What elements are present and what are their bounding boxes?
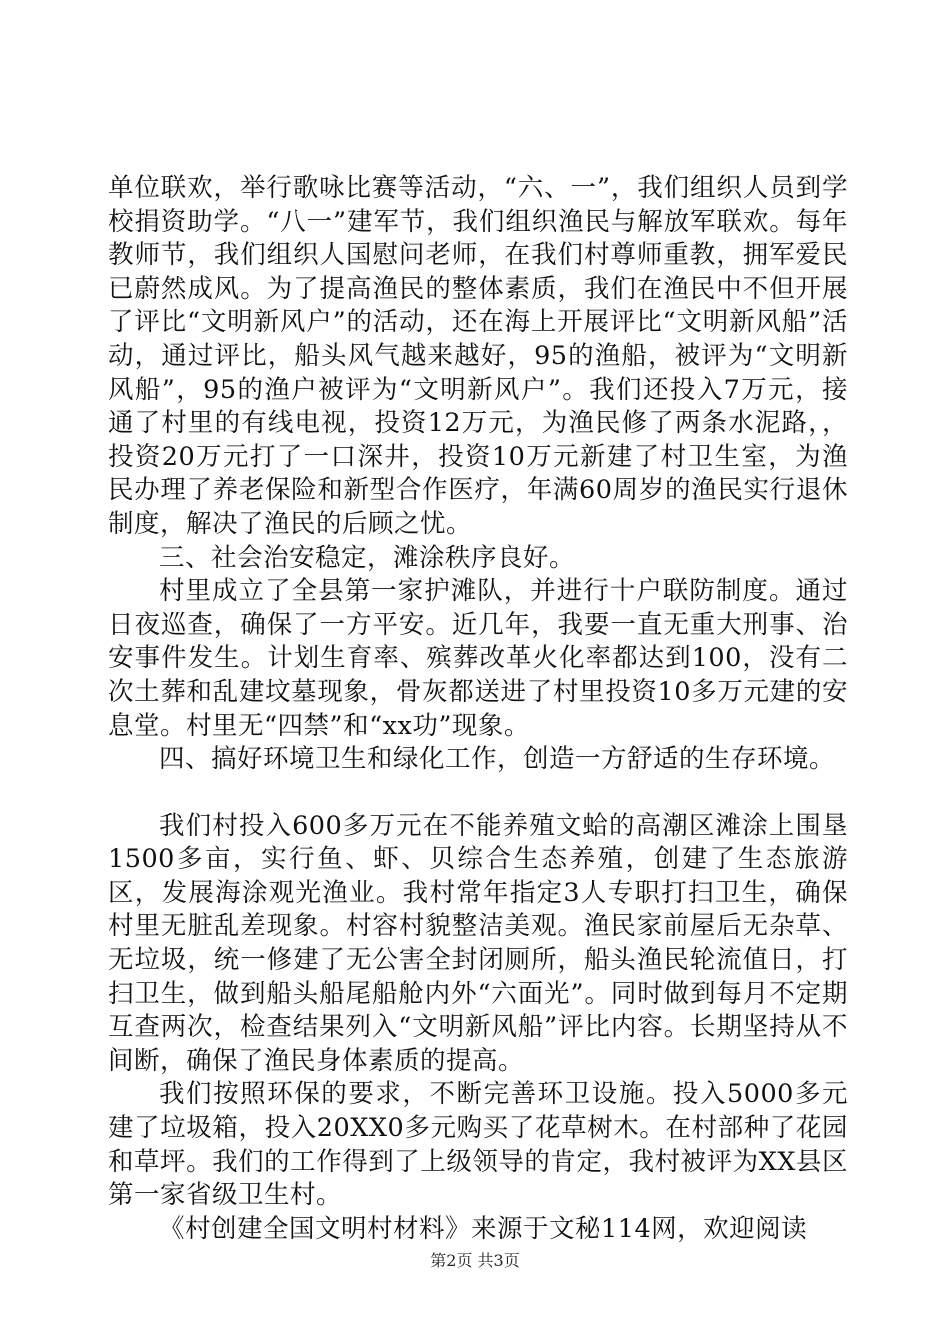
paragraph-source-note: 《村创建全国文明村材料》来源于文秘114网，欢迎阅读 xyxy=(159,1213,808,1244)
heading-environment: 四、搞好环境卫生和绿化工作，创造一方舒适的生存环境。 xyxy=(159,744,836,775)
paragraph-activities: 单位联欢，举行歌咏比赛等活动，“六、一”，我们组织人员到学校捐资助学。“八一”建军节，我们组织渔民与解放军联欢。每年教师节，我们组织人国慰问老师，在我们村尊师重教，拥军爱民已蔚然成风。为了提高渔民的整体素质，我们在渔民中不但开展了评比“文明新风户”的活动，还在海上开展评比“文明新风船”活动，通过评比，船头风气越来越好，95的渔船，被评为“文明新风船”，95的渔户被评为“文明新风户”。我们还投入7万元，接通了村里的有线电视，投资12万元，为渔民修了两条水泥路，，投资20万元打了一口深井，投资10万元新建了村卫生室，为渔民办理了养老保险和新型合作医疗，年满60周岁的渔民实行退休制度，解决了渔民的后顾之忧。 xyxy=(108,173,848,539)
paragraph-spacer xyxy=(108,777,848,810)
paragraph-sanitation: 我们按照环保的要求，不断完善环卫设施。投入5000多元建了垃圾箱，投入20XX0多元购买了花草树木。在村部种了花园和草坪。我们的工作得到了上级领导的肯定，我村被评为XX县区第一家省级卫生村。 xyxy=(108,1079,848,1211)
document-body xyxy=(108,172,848,1246)
paragraph-environment: 我们村投入600多万元在不能养殖文蛤的高潮区滩涂上围垦1500多亩，实行鱼、虾、贝综合生态养殖，创建了生态旅游区，发展海涂观光渔业。我村常年指定3人专职打扫卫生，确保村里无脏乱差现象。村容村貌整洁美观。渔民家前屋后无杂草、无垃圾，统一修建了无公害全封闭厕所，船头渔民轮流值日，打扫卫生，做到船头船尾船舱内外“六面光”。同时做到每月不定期互查两次，检查结果列入“文明新风船”评比内容。长期坚持从不间断，确保了渔民身体素质的提高。 xyxy=(108,810,848,1076)
paragraph-security: 村里成立了全县第一家护滩队，并进行十户联防制度。通过日夜巡查，确保了一方平安。近几年，我要一直无重大刑事、治安事件发生。计划生育率、殡葬改革火化率都达到100，没有二次土葬和乱建坟墓现象，骨灰都送进了村里投资10多万元建的安息堂。村里无“四禁”和“xx功”现象。 xyxy=(108,576,848,741)
heading-public-security: 三、社会治安稳定，滩涂秩序良好。 xyxy=(159,542,576,573)
page-number-footer: 第2页 共3页 xyxy=(430,1251,520,1270)
